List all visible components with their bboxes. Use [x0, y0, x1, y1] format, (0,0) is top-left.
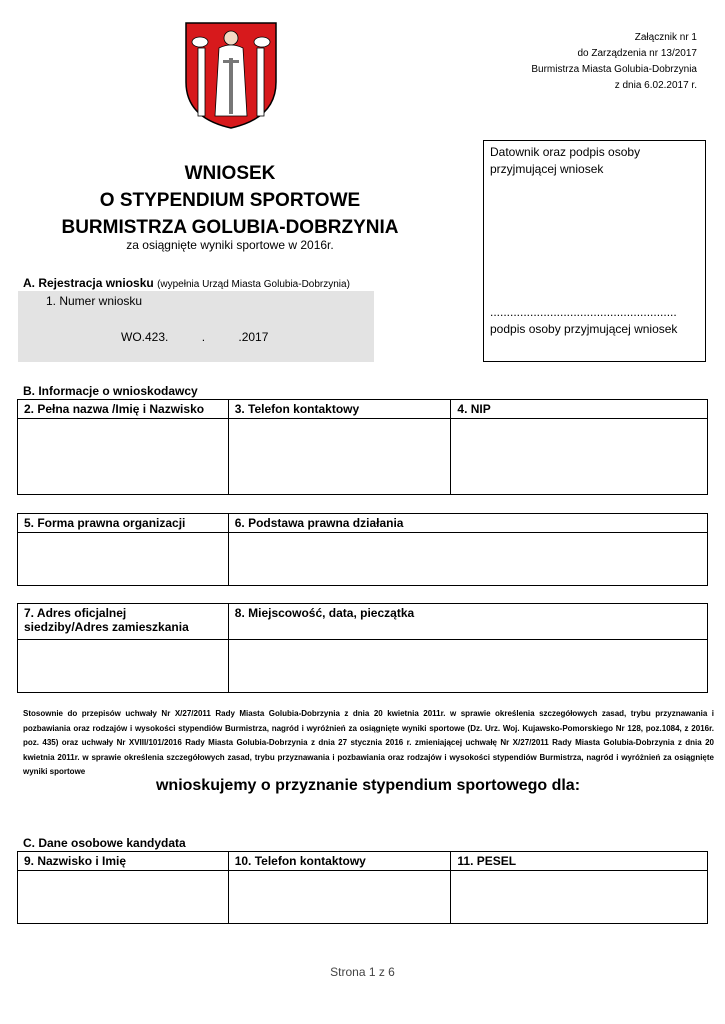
form-title — [30, 160, 430, 241]
field-phone[interactable] — [228, 419, 451, 495]
annex-line-2: do Zarządzenia nr 13/2017 — [577, 48, 697, 59]
form-subtitle: za osiągnięte wyniki sportowe w 2016r. — [126, 238, 334, 252]
stamp-label-line-1: Datownik oraz podpis osoby — [490, 145, 641, 159]
header-address — [18, 604, 229, 640]
section-a-heading — [23, 276, 350, 290]
coat-of-arms-logo — [183, 20, 279, 130]
annex-reference — [531, 30, 697, 94]
field-candidate-pesel[interactable] — [451, 871, 708, 924]
section-b-heading: B. Informacje o wnioskodawcy — [23, 384, 198, 398]
field-candidate-name[interactable] — [18, 871, 229, 924]
receipt-stamp-box — [483, 140, 706, 362]
applicant-table-2 — [17, 513, 708, 586]
applicant-table-1 — [17, 399, 708, 495]
title-line-3: BURMISTRZA GOLUBIA-DOBRZYNIA — [61, 217, 399, 238]
field-address[interactable] — [18, 640, 229, 693]
title-line-2: O STYPENDIUM SPORTOWE — [99, 190, 361, 211]
section-a-title: A. Rejestracja wniosku — [23, 276, 154, 290]
header-candidate-name: 9. Nazwisko i Imię — [18, 852, 229, 871]
header-legal-basis: 6. Podstawa prawna działania — [228, 514, 707, 533]
title-line-1: WNIOSEK — [184, 163, 276, 184]
field-candidate-phone[interactable] — [228, 871, 451, 924]
section-c-heading: C. Dane osobowe kandydata — [23, 836, 186, 850]
header-phone: 3. Telefon kontaktowy — [228, 400, 451, 419]
header-address-line-1: 7. Adres oficjalnej — [24, 606, 127, 620]
field-nip[interactable] — [451, 419, 708, 495]
header-full-name: 2. Pełna nazwa /Imię i Nazwisko — [18, 400, 229, 419]
section-a-note: (wypełnia Urząd Miasta Golubia-Dobrzynia) — [157, 279, 350, 290]
field-legal-form[interactable] — [18, 533, 229, 586]
annex-line-1: Załącznik nr 1 — [634, 32, 697, 43]
stamp-label-line-2: przyjmującej wniosek — [490, 162, 604, 176]
header-legal-form: 5. Forma prawna organizacji — [18, 514, 229, 533]
page-number: Strona 1 z 6 — [330, 965, 395, 979]
header-nip: 4. NIP — [451, 400, 708, 419]
candidate-table — [17, 851, 708, 924]
header-candidate-pesel: 11. PESEL — [451, 852, 708, 871]
header-address-line-2: siedziby/Adres zamieszkania — [24, 620, 189, 634]
application-number-template[interactable]: WO.423. . .2017 — [121, 330, 269, 344]
header-place-date-stamp: 8. Miejscowość, data, pieczątka — [228, 604, 707, 640]
signature-label: podpis osoby przyjmującej wniosek — [490, 322, 678, 336]
applicant-table-3 — [17, 603, 708, 693]
request-heading: wnioskujemy o przyznanie stypendium sportowego dla: — [155, 777, 581, 794]
application-number-box — [18, 291, 374, 362]
field-place-date-stamp[interactable] — [228, 640, 707, 693]
field-full-name[interactable] — [18, 419, 229, 495]
legal-basis-text: Stosownie do przepisów uchwały Nr X/27/2011 Rady Miasta Golubia-Dobrzynia z dnia 20 kwietnia 2011r. w sprawie określenia szczegółowych zasad, trybu przyznawania i pozbawiania oraz rodzajów i wysokości stypendiów Burmistrza, nagród i wyróżnień za osiągnięte wyniki sportowe (Dz. Urz. Woj. Kujawsko-Pomorskiego Nr 128, poz.1084, z 2016r. poz. 435) oraz uchwały Nr XVIII/101/2016 Rady Miasta Golubia-Dobrzynia z dnia 27 stycznia 2016 r. zmieniającej uchwałę Nr X/27/2011 Rady Miasta Golubia-Dobrzynia z dnia 20 kwietnia 2011r. w sprawie określenia szczegółowych zasad, trybu przyznawania i pozbawiania oraz rodzajów i wysokości stypendiów Burmistrza, nagród i wyróżnień za osiągnięte wyniki sportowe — [23, 709, 714, 776]
annex-line-3: Burmistrza Miasta Golubia-Dobrzynia — [531, 64, 697, 75]
field-legal-basis[interactable] — [228, 533, 707, 586]
annex-line-4: z dnia 6.02.2017 r. — [614, 80, 697, 91]
application-number-label: 1. Numer wniosku — [46, 294, 143, 308]
header-candidate-phone: 10. Telefon kontaktowy — [228, 852, 451, 871]
signature-dots: ........................................................ — [490, 305, 677, 319]
